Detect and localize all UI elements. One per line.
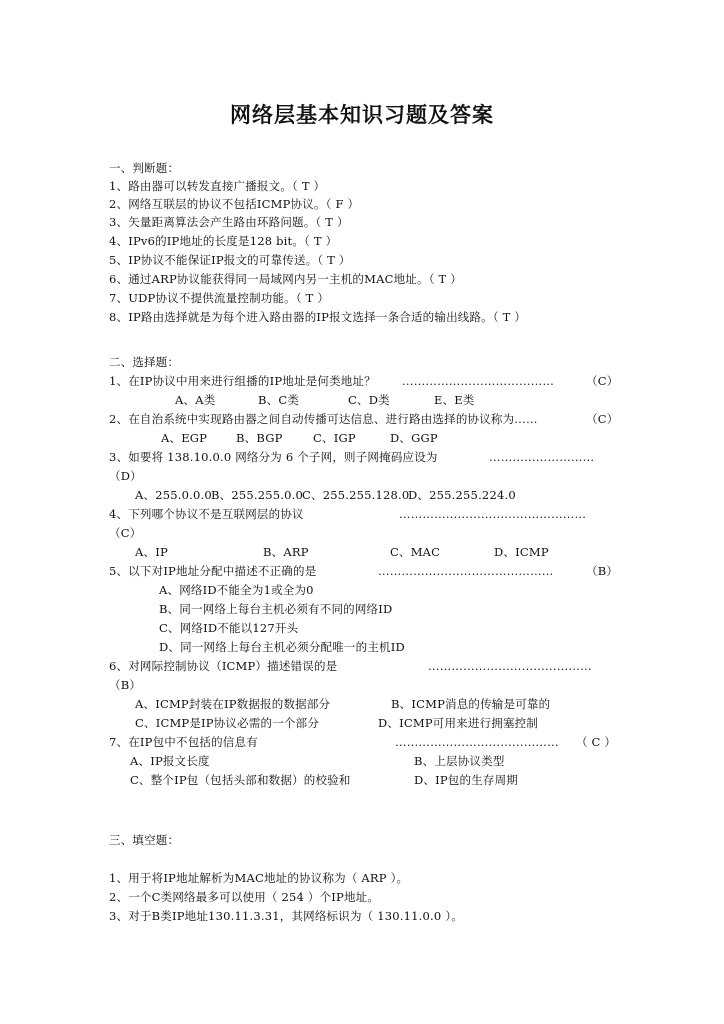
q2-answer: （C）	[586, 412, 619, 426]
judge-item-6: 6、通过ARP协议能获得同一局域网内另一主机的MAC地址。（ T ）	[109, 272, 462, 286]
q3-answer: （D）	[109, 469, 142, 483]
q6-option-c: C、ICMP是IP协议必需的一个部分	[135, 716, 320, 730]
q4-option-b: B、ARP	[263, 545, 309, 559]
q2-option-b: B、BGP	[236, 431, 283, 445]
q3-option-c: C、255.255.128.0	[302, 488, 410, 502]
q7-dots: ……………………………………	[395, 735, 559, 749]
fill-heading: 三、填空题：	[109, 833, 180, 847]
q6-dots: ……………………………………	[428, 659, 592, 673]
q7-option-c: C、整个IP包（包括头部和数据）的校验和	[130, 773, 351, 787]
judge-item-2: 2、网络互联层的协议不包括ICMP协议。（ F ）	[109, 197, 360, 211]
q1-stem: 1、在IP协议中用来进行组播的IP地址是何类地址？	[109, 374, 376, 388]
q4-option-c: C、MAC	[390, 545, 441, 559]
fill-item-3: 3、对于B类IP地址130.11.3.31，其网络标识为（ 130.11.0.0 ）。	[109, 909, 463, 923]
q1-option-e: E、E类	[434, 393, 475, 407]
q3-option-d: D、255.255.224.0	[408, 488, 516, 502]
q2-option-d: D、GGP	[390, 431, 438, 445]
q5-stem: 5、以下对IP地址分配中描述不正确的是	[109, 564, 317, 578]
q7-option-a: A、IP报文长度	[130, 754, 210, 768]
q7-stem: 7、在IP包中不包括的信息有	[109, 735, 258, 749]
q2-option-c: C、IGP	[313, 431, 356, 445]
q7-option-b: B、上层协议类型	[414, 754, 505, 768]
q4-dots: …………………………………………	[399, 507, 587, 521]
q3-option-b: B、255.255.0.0	[211, 488, 304, 502]
q1-answer: （C）	[586, 374, 619, 388]
judge-item-7: 7、UDP协议不提供流量控制功能。（ T ）	[109, 291, 330, 305]
q3-stem: 3、如要将 138.10.0.0 网络分为 6 个子网，则子网掩码应设为	[109, 450, 438, 464]
fill-item-2: 2、一个C类网络最多可以使用（ 254 ）个IP地址。	[109, 890, 380, 904]
q1-option-a: A、A类	[175, 393, 216, 407]
q3-option-a: A、255.0.0.0	[135, 488, 212, 502]
judge-item-1: 1、路由器可以转发直接广播报文。（ T ）	[109, 179, 326, 193]
document-title: 网络层基本知识习题及答案	[230, 102, 494, 127]
q7-answer: （ C ）	[576, 735, 617, 749]
q5-dots: ………………………………………	[378, 564, 554, 578]
q6-option-b: B、ICMP消息的传输是可靠的	[391, 697, 551, 711]
q7-option-d: D、IP包的生存周期	[414, 773, 518, 787]
q5-option-c: C、网络ID不能以127开头	[159, 621, 299, 635]
q6-stem: 6、对网际控制协议（ICMP）描述错误的是	[109, 659, 338, 673]
judge-item-8: 8、IP路由选择就是为每个进入路由器的IP报文选择一条合适的输出线路。（ T ）	[109, 310, 527, 324]
q4-stem: 4、下列哪个协议不是互联网层的协议	[109, 507, 304, 521]
q4-option-d: D、ICMP	[494, 545, 549, 559]
q6-option-d: D、ICMP可用来进行拥塞控制	[378, 716, 539, 730]
q3-dots: ………………………	[489, 450, 595, 464]
q6-option-a: A、ICMP封装在IP数据报的数据部分	[135, 697, 331, 711]
q1-option-c: C、D类	[348, 393, 390, 407]
q2-stem: 2、在自治系统中实现路由器之间自动传播可达信息、进行路由选择的协议称为……	[109, 412, 538, 426]
q4-option-a: A、IP	[135, 545, 168, 559]
q5-answer: （B）	[586, 564, 619, 578]
q5-option-d: D、同一网络上每台主机必须分配唯一的主机ID	[159, 640, 405, 654]
judge-item-4: 4、IPv6的IP地址的长度是128 bit。（ T ）	[109, 234, 338, 248]
q6-answer: （B）	[109, 678, 142, 692]
q5-option-a: A、网络ID不能全为1或全为0	[159, 583, 314, 597]
q1-dots: …………………………………	[402, 374, 555, 388]
choice-heading: 二、选择题：	[109, 355, 180, 369]
fill-item-1: 1、用于将IP地址解析为MAC地址的协议称为（ ARP ）。	[109, 871, 409, 885]
q2-option-a: A、EGP	[161, 431, 208, 445]
judge-item-5: 5、IP协议不能保证IP报文的可靠传送。（ T ）	[109, 253, 351, 267]
q5-option-b: B、同一网络上每台主机必须有不同的网络ID	[159, 602, 393, 616]
q4-answer: （C）	[109, 526, 142, 540]
judge-item-3: 3、矢量距离算法会产生路由环路问题。（ T ）	[109, 215, 349, 229]
q1-option-b: B、C类	[258, 393, 300, 407]
judge-heading: 一、判断题：	[109, 161, 180, 175]
